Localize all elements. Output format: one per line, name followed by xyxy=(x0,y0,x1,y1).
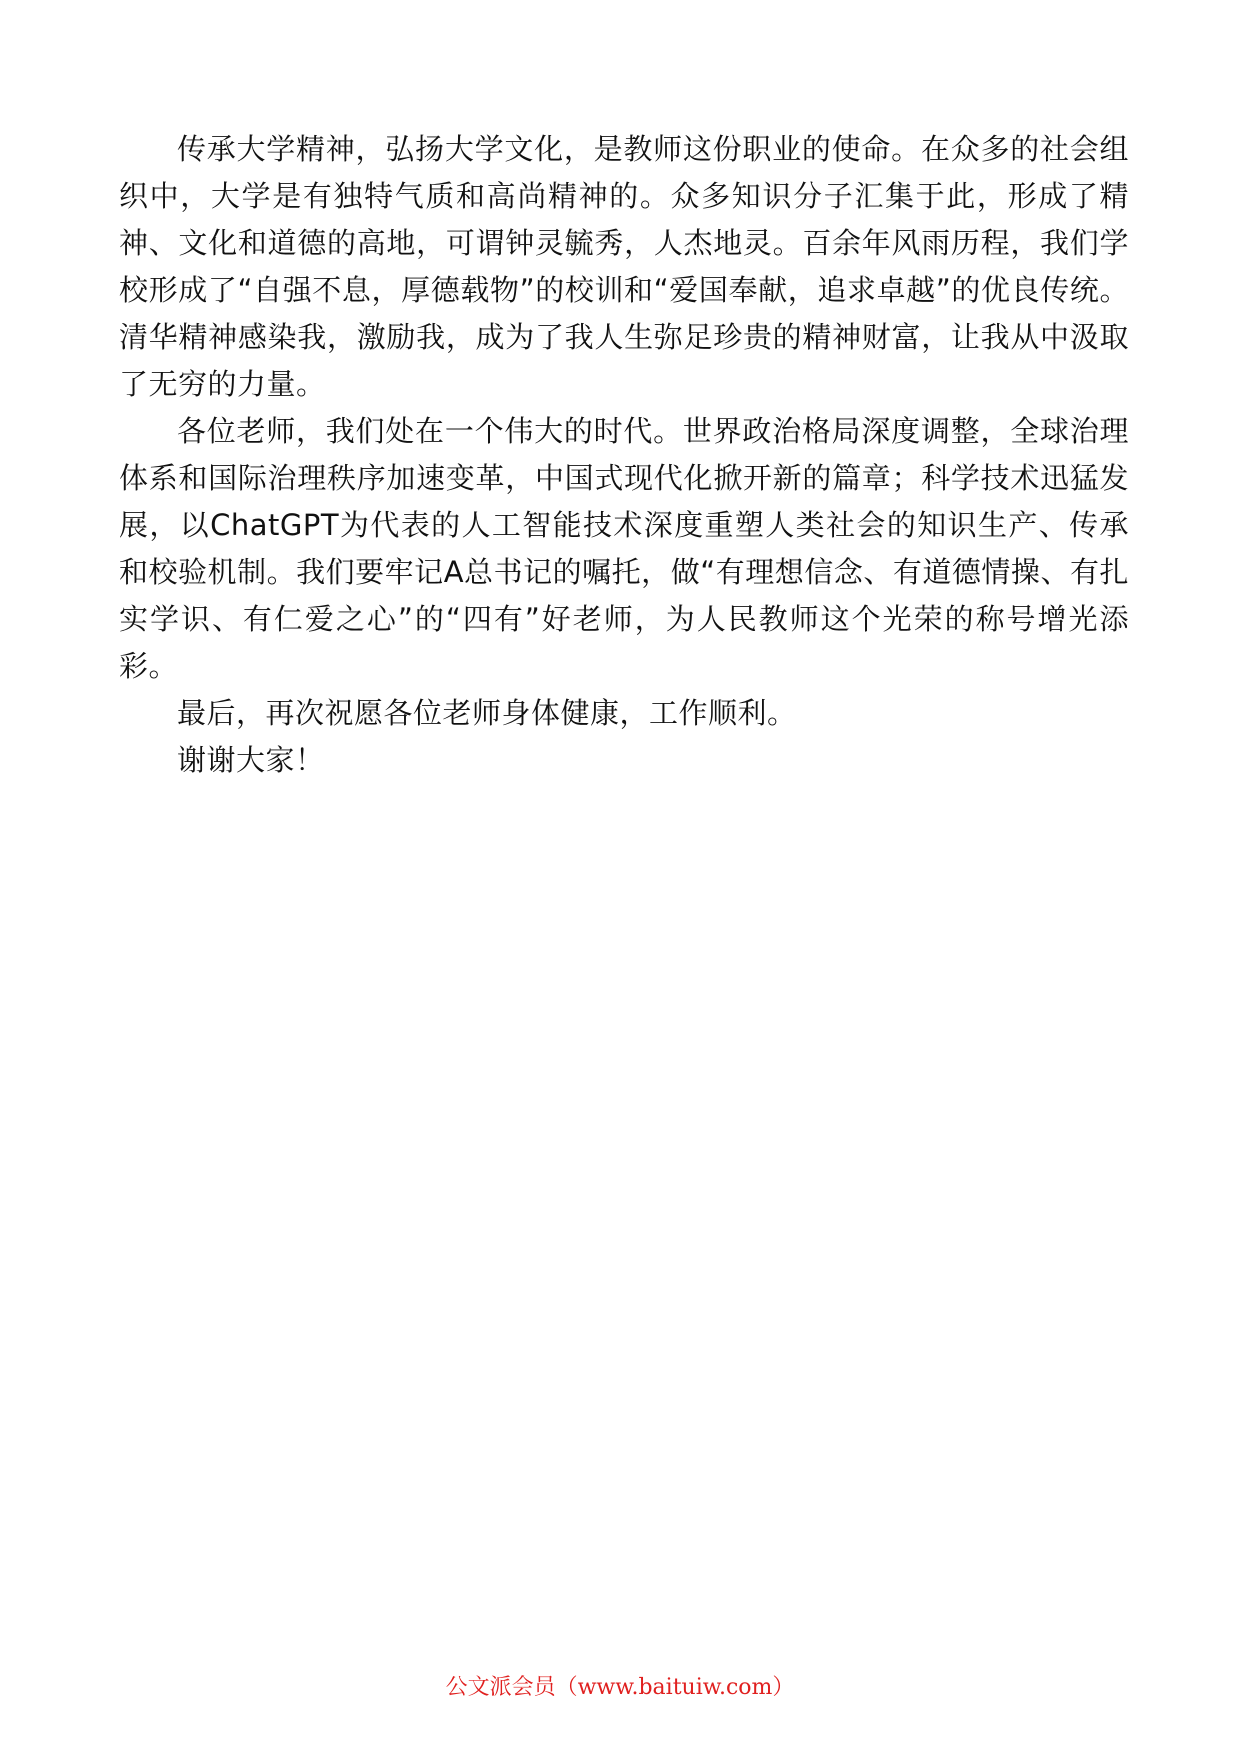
paragraph-thanks: 谢谢大家！ xyxy=(177,743,325,777)
paragraph-great-era: 各位老师，我们处在一个伟大的时代。世界政治格局深度调整，全球治理体系和国际治理秩序加速变革，中国式现代化掀开新的篇章；科学技术迅猛发展，以ChatGPT为代表的人工智能技术深度重塑人类社会的知识生产、传承和校验机制。我们要牢记A总书记的嘱托，做“有理想信念、有道德情操、有扎实学识、有仁爱之心”的“四有”好老师，为人民教师这个光荣的称号增光添彩。 xyxy=(119,414,1129,683)
footer-watermark: 公文派会员（www.baituiw.com） xyxy=(445,1675,795,1700)
paragraph-closing-wishes: 最后，再次祝愿各位老师身体健康，工作顺利。 xyxy=(177,696,797,730)
document-body xyxy=(119,126,1129,784)
paragraph-university-spirit: 传承大学精神，弘扬大学文化，是教师这份职业的使命。在众多的社会组织中，大学是有独特气质和高尚精神的。众多知识分子汇集于此，形成了精神、文化和道德的高地，可谓钟灵毓秀，人杰地灵。百余年风雨历程，我们学校形成了“自强不息，厚德载物”的校训和“爱国奉献，追求卓越”的优良传统。清华精神感染我，激励我，成为了我人生弥足珍贵的精神财富，让我从中汲取了无穷的力量。 xyxy=(119,132,1129,401)
